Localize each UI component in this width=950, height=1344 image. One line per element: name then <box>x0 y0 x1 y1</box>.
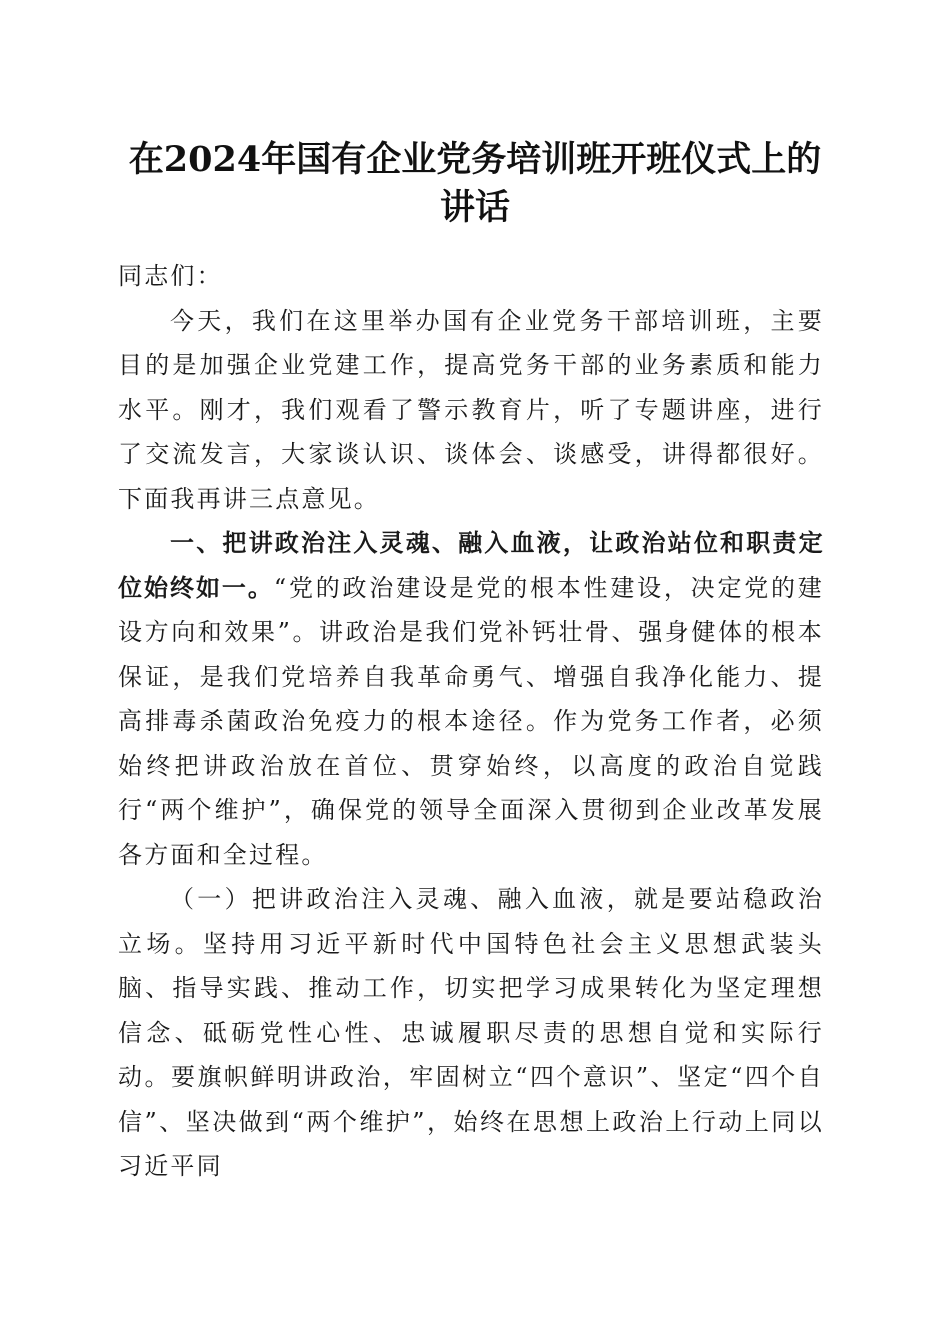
paragraph-subsection-1 <box>118 877 824 1189</box>
title-line-1: 在2024年国有企业党务培训班开班仪式上的 <box>128 139 822 180</box>
paragraph-intro <box>118 299 824 522</box>
paragraph-intro-text: 今天，我们在这里举办国有企业党务干部培训班，主要目的是加强企业党建工作，提高党务干部的业务素质和能力水平。刚才，我们观看了警示教育片，听了专题讲座，进行了交流发言，大家谈认识、谈体会、谈感受，讲得都很好。下面我再讲三点意见。 <box>118 306 824 513</box>
title-line-2: 讲话 <box>439 187 510 228</box>
section-1-heading: 一、把讲政治注入灵魂、融入血液，让政治站位和职责定位始终如一。 <box>118 529 824 602</box>
paragraph-section-1 <box>118 521 824 877</box>
document-title <box>100 136 850 232</box>
salutation: 同志们： <box>118 262 223 290</box>
subsection-1-heading: （一）把讲政治注入灵魂、融入血液，就是要站稳政治立场。 <box>118 885 824 958</box>
section-1-text: “党的政治建设是党的根本性建设，决定党的建设方向和效果”。讲政治是我们党补钙壮骨、强身健体的根本保证，是我们党培养自我革命勇气、增强自我净化能力、提高排毒杀菌政治免疫力的根本途径。作为党务工作者，必须始终把讲政治放在首位、贯穿始终，以高度的政治自觉践行“两个维护”，确保党的领导全面深入贯彻到企业改革发展各方面和全过程。 <box>118 573 824 869</box>
document-body <box>118 254 824 1189</box>
subsection-1-text: 坚持用习近平新时代中国特色社会主义思想武装头脑、指导实践、推动工作，切实把学习成果转化为坚定理想信念、砥砺党性心性、忠诚履职尽责的思想自觉和实际行动。要旗帜鲜明讲政治，牢固树立“四个意识”、坚定“四个自信”、坚决做到“两个维护”，始终在思想上政治上行动上同以习近平同 <box>118 929 824 1180</box>
